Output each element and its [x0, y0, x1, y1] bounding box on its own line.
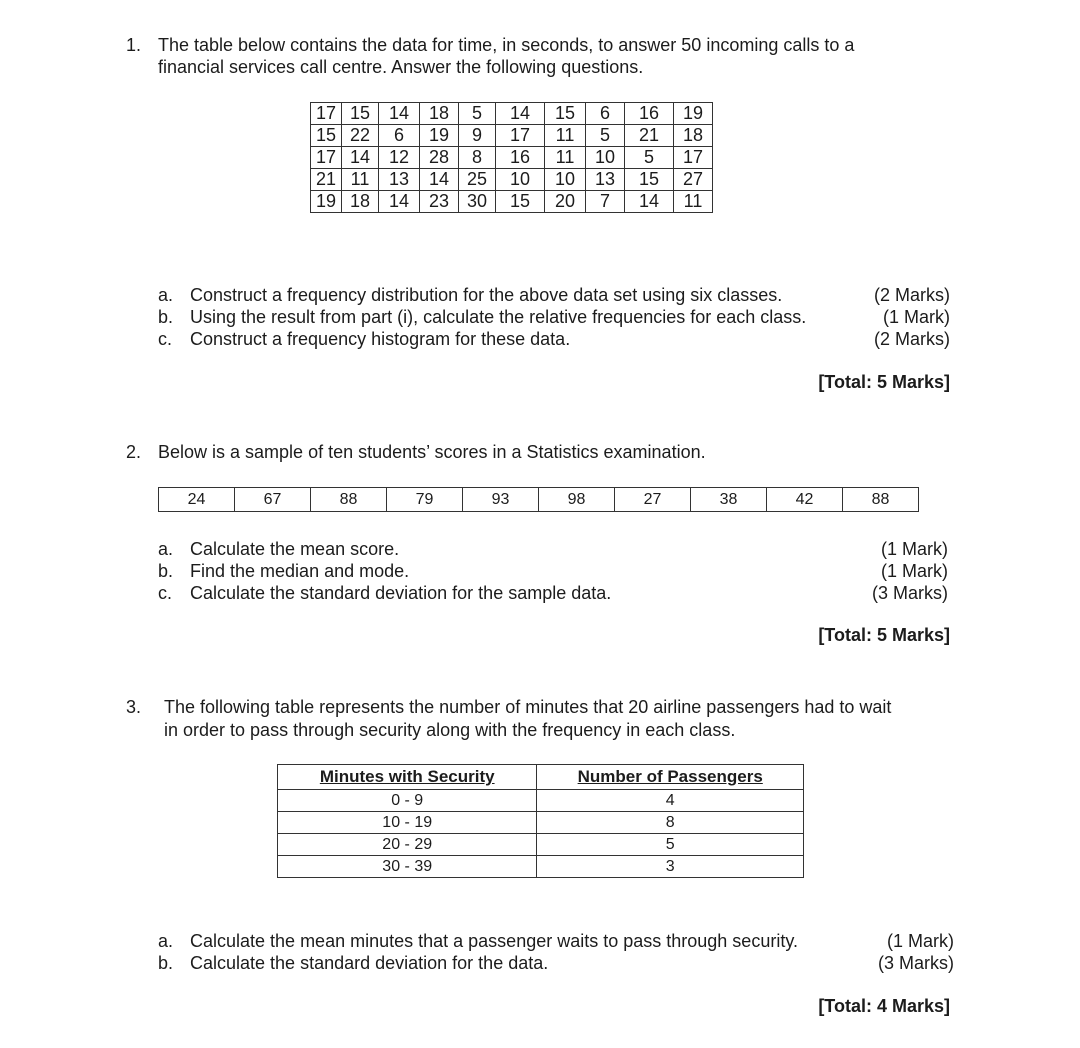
table-cell: 19 [674, 103, 713, 125]
q3-part-b-marks: (3 Marks) [878, 953, 954, 973]
table-cell: 11 [545, 125, 586, 147]
table-cell: 8 [459, 147, 496, 169]
table-cell: 5 [625, 147, 674, 169]
table-cell: 12 [379, 147, 420, 169]
q2-part-b-marks: (1 Mark) [881, 561, 948, 581]
q3-header-passengers: Number of Passengers [537, 765, 804, 790]
q3-part-a-text: Calculate the mean minutes that a passenger waits to pass through security. [190, 931, 798, 951]
table-cell: 15 [342, 103, 379, 125]
table-cell: 15 [311, 125, 342, 147]
q1-part-c-text: Construct a frequency histogram for these data. [190, 329, 571, 349]
passengers-cell: 5 [537, 834, 804, 856]
q3-part-b-text: Calculate the standard deviation for the data. [190, 953, 549, 973]
q2-scores-table [158, 487, 919, 512]
table-cell: 19 [420, 125, 459, 147]
table-row [278, 790, 804, 812]
table-cell: 30 [459, 191, 496, 213]
table-cell: 14 [379, 191, 420, 213]
table-row [159, 488, 919, 512]
q2-part-a-text: Calculate the mean score. [190, 539, 400, 559]
table-cell: 16 [496, 147, 545, 169]
table-cell: 11 [342, 169, 379, 191]
table-cell: 7 [586, 191, 625, 213]
table-cell: 14 [625, 191, 674, 213]
table-row [311, 191, 713, 213]
table-cell: 17 [311, 103, 342, 125]
q1-part-b-marks: (1 Mark) [883, 307, 950, 327]
table-cell: 13 [586, 169, 625, 191]
score-cell: 88 [311, 488, 387, 512]
q1-text-line2: financial services call centre. Answer the following questions. [158, 57, 644, 77]
q2-text: Below is a sample of ten students’ scores in a Statistics examination. [158, 442, 706, 462]
score-cell: 27 [615, 488, 691, 512]
table-cell: 5 [459, 103, 496, 125]
score-cell: 79 [387, 488, 463, 512]
table-cell: 17 [496, 125, 545, 147]
q1-number: 1. [126, 35, 142, 55]
q3-number: 3. [126, 697, 142, 717]
q1-total: [Total: 5 Marks] [818, 372, 950, 392]
q3-text-line1: The following table represents the number of minutes that 20 airline passengers had to wait [164, 697, 892, 717]
q3-wait-time-table [277, 764, 804, 878]
table-cell: 11 [545, 147, 586, 169]
table-cell: 20 [545, 191, 586, 213]
table-row [278, 834, 804, 856]
table-cell: 10 [496, 169, 545, 191]
q3-part-b-label: b. [158, 953, 174, 973]
score-cell: 88 [843, 488, 919, 512]
q2-part-a-marks: (1 Mark) [881, 539, 948, 559]
table-cell: 23 [420, 191, 459, 213]
q1-data-table [310, 102, 713, 213]
passengers-cell: 4 [537, 790, 804, 812]
q1-part-b-text: Using the result from part (i), calculate the relative frequencies for each class. [190, 307, 807, 327]
score-cell: 67 [235, 488, 311, 512]
passengers-cell: 3 [537, 856, 804, 878]
table-cell: 15 [496, 191, 545, 213]
q3-text-line2: in order to pass through security along with the frequency in each class. [164, 720, 736, 740]
q2-part-c-label: c. [158, 583, 173, 603]
score-cell: 98 [539, 488, 615, 512]
table-cell: 27 [674, 169, 713, 191]
table-cell: 18 [674, 125, 713, 147]
passengers-cell: 8 [537, 812, 804, 834]
score-cell: 24 [159, 488, 235, 512]
table-cell: 28 [420, 147, 459, 169]
table-cell: 6 [586, 103, 625, 125]
table-cell: 18 [342, 191, 379, 213]
table-cell: 18 [420, 103, 459, 125]
q2-number: 2. [126, 442, 142, 462]
table-cell: 17 [674, 147, 713, 169]
table-cell: 9 [459, 125, 496, 147]
table-cell: 21 [625, 125, 674, 147]
table-cell: 19 [311, 191, 342, 213]
q2-part-b-label: b. [158, 561, 174, 581]
table-cell: 22 [342, 125, 379, 147]
score-cell: 93 [463, 488, 539, 512]
minutes-cell: 10 - 19 [278, 812, 537, 834]
table-cell: 17 [311, 147, 342, 169]
q3-part-a-marks: (1 Mark) [887, 931, 954, 951]
q2-part-b-text: Find the median and mode. [190, 561, 410, 581]
table-row [278, 856, 804, 878]
q1-part-a-label: a. [158, 285, 174, 305]
table-cell: 15 [625, 169, 674, 191]
table-row [311, 147, 713, 169]
q2-part-c-text: Calculate the standard deviation for the sample data. [190, 583, 612, 603]
minutes-cell: 0 - 9 [278, 790, 537, 812]
table-cell: 5 [586, 125, 625, 147]
table-row [278, 812, 804, 834]
minutes-cell: 30 - 39 [278, 856, 537, 878]
q1-part-a-marks: (2 Marks) [874, 285, 950, 305]
table-cell: 15 [545, 103, 586, 125]
table-cell: 16 [625, 103, 674, 125]
table-row [311, 169, 713, 191]
table-cell: 11 [674, 191, 713, 213]
score-cell: 42 [767, 488, 843, 512]
q3-total: [Total: 4 Marks] [818, 996, 950, 1016]
table-cell: 21 [311, 169, 342, 191]
table-cell: 13 [379, 169, 420, 191]
q2-total: [Total: 5 Marks] [818, 625, 950, 645]
q1-part-c-marks: (2 Marks) [874, 329, 950, 349]
table-cell: 10 [545, 169, 586, 191]
q1-part-c-label: c. [158, 329, 173, 349]
q1-text-line1: The table below contains the data for time, in seconds, to answer 50 incoming calls to a [158, 35, 855, 55]
table-cell: 25 [459, 169, 496, 191]
score-cell: 38 [691, 488, 767, 512]
q1-part-a-text: Construct a frequency distribution for the above data set using six classes. [190, 285, 783, 305]
table-cell: 14 [496, 103, 545, 125]
q2-part-c-marks: (3 Marks) [872, 583, 948, 603]
q2-part-a-label: a. [158, 539, 174, 559]
table-cell: 10 [586, 147, 625, 169]
table-cell: 14 [342, 147, 379, 169]
q1-part-b-label: b. [158, 307, 174, 327]
q3-part-a-label: a. [158, 931, 174, 951]
table-row [311, 125, 713, 147]
minutes-cell: 20 - 29 [278, 834, 537, 856]
table-cell: 14 [420, 169, 459, 191]
table-cell: 6 [379, 125, 420, 147]
table-cell: 14 [379, 103, 420, 125]
table-row [311, 103, 713, 125]
q3-header-minutes: Minutes with Security [278, 765, 537, 790]
